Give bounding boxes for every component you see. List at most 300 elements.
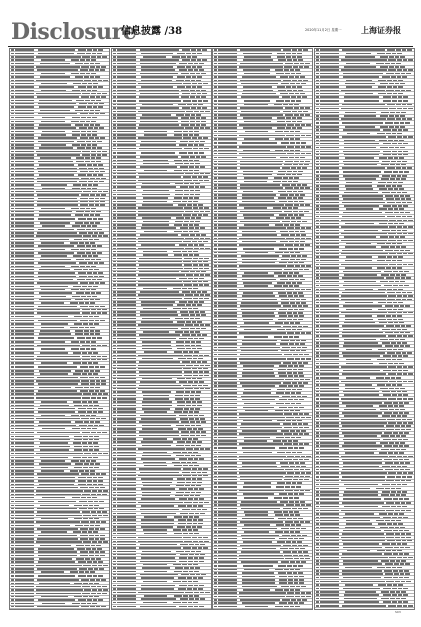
table-cell: [214, 241, 217, 243]
table-cell: [117, 180, 136, 182]
table-cell: [396, 104, 401, 106]
table-cell: [185, 485, 190, 487]
table-cell: [113, 462, 116, 464]
table-cell: [87, 90, 91, 92]
table-cell: [113, 502, 116, 504]
table-cell: [239, 443, 283, 445]
table-cell: [91, 460, 96, 462]
table-cell: [277, 56, 285, 58]
table-cell: [292, 117, 296, 119]
table-cell: [15, 428, 34, 430]
table-cell: [183, 241, 191, 243]
table-cell: [282, 207, 287, 209]
table-cell: [83, 518, 88, 520]
table-cell: [117, 551, 136, 553]
table-cell: [383, 96, 391, 98]
table-cell: [180, 598, 188, 600]
table-cell: [399, 412, 403, 414]
table-cell: [99, 127, 104, 129]
table-cell: [377, 243, 385, 245]
table-cell: [11, 292, 14, 294]
table-cell: [117, 281, 136, 283]
table-cell: [83, 515, 91, 517]
table-cell: [88, 127, 93, 129]
table-cell: [295, 150, 300, 152]
table-cell: [91, 249, 96, 251]
table-cell: [400, 469, 404, 471]
table-cell: [273, 440, 281, 442]
table-cell: [397, 260, 402, 262]
table-cell: [398, 289, 403, 291]
table-cell: [73, 83, 81, 85]
table-cell: [193, 180, 198, 182]
table-cell: [243, 174, 272, 176]
table-cell: [193, 371, 198, 373]
table-cell: [42, 497, 65, 499]
table-cell: [93, 49, 97, 51]
table-cell: [15, 352, 34, 354]
table-cell: [113, 66, 116, 68]
table-cell: [406, 325, 411, 327]
table-cell: [92, 609, 97, 610]
table-cell: [214, 440, 217, 442]
table-cell: [183, 368, 191, 370]
table-cell: [218, 93, 237, 95]
table-cell: [214, 204, 217, 206]
table-cell: [86, 121, 90, 123]
table-cell: [244, 569, 269, 571]
table-cell: [41, 362, 67, 364]
table-cell: [198, 204, 203, 206]
table-cell: [341, 429, 385, 431]
table-cell: [175, 408, 183, 410]
table-cell: [186, 348, 191, 350]
table-cell: [192, 478, 196, 480]
table-cell: [214, 472, 217, 474]
table-cell: [117, 156, 136, 158]
table-cell: [242, 572, 274, 574]
table-cell: [87, 174, 92, 176]
table-cell: [179, 585, 187, 587]
table-cell: [288, 579, 293, 581]
table-cell: [274, 497, 282, 499]
table-cell: [392, 384, 396, 386]
table-cell: [141, 526, 173, 528]
table-cell: [320, 442, 339, 444]
table-cell: [176, 492, 184, 494]
table-cell: [97, 586, 101, 588]
table-cell: [91, 73, 96, 75]
table-cell: [294, 576, 298, 578]
table-cell: [184, 268, 192, 270]
table-cell: [71, 121, 79, 123]
table-cell: [397, 466, 401, 468]
table-cell: [87, 106, 92, 108]
table-cell: [39, 279, 73, 281]
table-cell: [392, 96, 397, 98]
table-cell: [385, 377, 390, 379]
table-cell: [320, 243, 339, 245]
table-cell: [81, 188, 86, 190]
table-cell: [82, 356, 90, 358]
table-cell: [11, 593, 14, 595]
table-cell: [283, 362, 291, 364]
table-cell: [239, 433, 283, 435]
table-cell: [395, 442, 399, 444]
table-cell: [214, 259, 217, 261]
table-cell: [342, 167, 385, 169]
table-cell: [15, 575, 34, 577]
table-cell: [138, 324, 184, 326]
table-cell: [316, 415, 319, 417]
table-cell: [11, 463, 14, 465]
table-cell: [87, 188, 91, 190]
table-cell: [345, 157, 374, 159]
table-cell: [194, 294, 199, 296]
table-cell: [11, 484, 14, 486]
table-cell: [395, 277, 400, 279]
table-cell: [117, 355, 136, 357]
table-cell: [38, 171, 77, 173]
table-cell: [188, 278, 193, 280]
table-cell: [74, 446, 82, 448]
table-cell: [395, 126, 399, 128]
table-cell: [240, 476, 283, 478]
table-cell: [214, 100, 217, 102]
table-cell: [82, 345, 90, 347]
table-cell: [214, 456, 217, 458]
table-cell: [94, 439, 99, 441]
table-cell: [283, 545, 291, 547]
table-cell: [287, 197, 292, 199]
table-cell: [239, 66, 283, 68]
table-cell: [392, 359, 396, 361]
table-cell: [11, 405, 14, 407]
table-cell: [214, 214, 217, 216]
table-cell: [117, 361, 136, 363]
table-cell: [197, 478, 202, 480]
table-cell: [214, 255, 217, 257]
table-cell: [316, 295, 319, 297]
table-cell: [284, 354, 292, 356]
table-cell: [274, 285, 282, 287]
table-cell: [240, 161, 283, 163]
table-cell: [193, 438, 198, 440]
table-cell: [141, 186, 176, 188]
table-cell: [196, 90, 200, 92]
table-cell: [196, 114, 201, 116]
table-cell: [274, 511, 282, 513]
table-cell: [284, 66, 292, 68]
table-cell: [401, 435, 406, 437]
table-cell: [278, 90, 286, 92]
table-cell: [320, 195, 339, 197]
table-cell: [218, 413, 237, 415]
table-cell: [15, 255, 34, 257]
table-cell: [218, 53, 237, 55]
table-cell: [15, 194, 34, 196]
table-cell: [72, 188, 80, 190]
table-cell: [388, 69, 396, 71]
table-cell: [11, 330, 14, 332]
table-cell: [292, 362, 297, 364]
table-cell: [80, 289, 85, 291]
table-cell: [199, 298, 203, 300]
table-cell: [179, 63, 187, 65]
table-cell: [117, 271, 136, 273]
table-cell: [11, 171, 14, 173]
table-cell: [11, 255, 14, 257]
table-cell: [84, 214, 89, 216]
table-cell: [285, 403, 290, 405]
table-cell: [113, 375, 116, 377]
table-cell: [287, 90, 292, 92]
table-cell: [289, 511, 293, 513]
table-cell: [320, 302, 339, 304]
table-cell: [113, 567, 116, 569]
table-cell: [214, 59, 217, 61]
table-cell: [189, 227, 194, 229]
table-cell: [36, 235, 82, 237]
table-cell: [320, 363, 339, 365]
table-cell: [218, 227, 237, 229]
table-cell: [401, 277, 405, 279]
table-cell: [139, 547, 181, 549]
table-cell: [15, 113, 34, 115]
table-cell: [11, 531, 14, 533]
table-cell: [96, 473, 100, 475]
table-cell: [298, 59, 303, 61]
table-cell: [320, 456, 339, 458]
table-cell: [41, 184, 67, 186]
table-cell: [218, 164, 237, 166]
table-cell: [287, 59, 292, 61]
table-cell: [96, 292, 101, 294]
table-cell: [300, 462, 305, 464]
table-cell: [194, 278, 198, 280]
table-cell: [218, 252, 237, 254]
table-cell: [287, 265, 295, 267]
table-cell: [316, 202, 319, 204]
table-cell: [397, 295, 402, 297]
table-cell: [306, 153, 311, 155]
table-cell: [11, 415, 14, 417]
table-cell: [85, 157, 90, 159]
table-cell: [185, 114, 190, 116]
table-cell: [97, 53, 102, 55]
table-cell: [203, 475, 208, 477]
table-cell: [38, 272, 75, 274]
table-cell: [341, 456, 388, 458]
table-cell: [92, 53, 96, 55]
table-cell: [290, 410, 294, 412]
table-cell: [141, 66, 173, 68]
table-cell: [244, 207, 267, 209]
table-cell: [244, 403, 270, 405]
table-cell: [93, 480, 97, 482]
table-cell: [78, 218, 86, 220]
table-cell: [15, 127, 34, 129]
table-cell: [138, 355, 183, 357]
table-cell: [341, 299, 386, 301]
table-cell: [402, 391, 407, 393]
table-cell: [196, 485, 201, 487]
table-cell: [286, 482, 291, 484]
table-cell: [38, 306, 77, 308]
table-cell: [294, 399, 298, 401]
table-cell: [183, 516, 188, 518]
table-cell: [37, 168, 77, 170]
table-cell: [205, 248, 210, 250]
table-cell: [15, 579, 34, 581]
table-cell: [102, 356, 107, 358]
table-cell: [197, 66, 202, 68]
table-cell: [11, 525, 14, 527]
table-cell: [41, 302, 64, 304]
table-cell: [15, 460, 34, 462]
table-cell: [389, 264, 397, 266]
table-cell: [117, 598, 136, 600]
table-cell: [11, 528, 14, 530]
table-cell: [37, 377, 78, 379]
table-cell: [183, 160, 188, 162]
table-cell: [117, 114, 136, 116]
table-cell: [196, 551, 201, 553]
table-cell: [200, 388, 204, 390]
table-cell: [344, 147, 376, 149]
table-cell: [241, 501, 277, 503]
table-cell: [240, 269, 282, 271]
table-cell: [176, 114, 184, 116]
table-cell: [284, 479, 292, 481]
table-cell: [117, 173, 136, 175]
table-cell: [15, 73, 34, 75]
table-cell: [204, 264, 209, 266]
table-cell: [281, 142, 289, 144]
table-cell: [378, 289, 386, 291]
table-cell: [316, 339, 319, 341]
table-cell: [316, 216, 319, 218]
table-cell: [86, 279, 91, 281]
table-cell: [113, 163, 116, 165]
table-cell: [204, 207, 209, 209]
table-cell: [316, 182, 319, 184]
table-cell: [98, 408, 103, 410]
table-cell: [117, 291, 136, 293]
table-cell: [190, 318, 194, 320]
table-cell: [184, 318, 189, 320]
table-cell: [96, 558, 101, 560]
table-cell: [91, 356, 96, 358]
table-cell: [239, 472, 286, 474]
table-cell: [305, 204, 310, 206]
table-cell: [214, 161, 217, 163]
table-cell: [183, 475, 191, 477]
table-cell: [86, 289, 90, 291]
table-cell: [15, 345, 34, 347]
table-cell: [300, 469, 304, 471]
table-cell: [139, 264, 182, 266]
table-cell: [316, 285, 319, 287]
table-cell: [301, 456, 305, 458]
table-cell: [381, 449, 389, 451]
table-cell: [89, 439, 93, 441]
table-cell: [117, 537, 136, 539]
table-cell: [138, 294, 184, 296]
table-cell: [101, 521, 106, 523]
table-cell: [344, 192, 378, 194]
table-cell: [11, 309, 14, 311]
table-cell: [184, 541, 192, 543]
table-cell: [346, 377, 370, 379]
table-cell: [98, 589, 102, 591]
table-cell: [214, 528, 217, 530]
table-cell: [285, 73, 290, 75]
table-cell: [218, 403, 237, 405]
table-cell: [99, 425, 104, 427]
table-cell: [117, 554, 136, 556]
table-cell: [214, 524, 217, 526]
table-cell: [175, 190, 183, 192]
table-cell: [189, 411, 193, 413]
table-cell: [214, 399, 217, 401]
table-cell: [320, 271, 339, 273]
table-cell: [117, 304, 136, 306]
table-cell: [36, 397, 81, 399]
table-cell: [214, 347, 217, 349]
table-cell: [15, 188, 34, 190]
table-cell: [316, 223, 319, 225]
table-cell: [408, 264, 413, 266]
table-cell: [100, 171, 105, 173]
table-cell: [15, 184, 34, 186]
table-cell: [113, 544, 116, 546]
table-cell: [113, 238, 116, 240]
table-cell: [196, 341, 201, 343]
table-cell: [78, 484, 86, 486]
table-cell: [15, 299, 34, 301]
table-cell: [320, 459, 339, 461]
table-cell: [389, 388, 394, 390]
table-cell: [320, 63, 339, 65]
table-cell: [294, 177, 299, 179]
table-cell: [401, 164, 406, 166]
table-cell: [87, 272, 92, 274]
table-cell: [198, 588, 203, 590]
table-cell: [36, 93, 81, 95]
table-cell: [218, 350, 237, 352]
table-cell: [297, 541, 302, 543]
table-cell: [194, 488, 198, 490]
table-cell: [244, 138, 269, 140]
table-cell: [141, 588, 174, 590]
table-cell: [182, 93, 190, 95]
table-cell: [185, 551, 190, 553]
table-cell: [241, 96, 279, 98]
table-cell: [388, 422, 396, 424]
table-cell: [90, 242, 95, 244]
table-cell: [320, 115, 339, 117]
table-cell: [11, 218, 14, 220]
table-cell: [242, 312, 274, 314]
table-cell: [299, 609, 304, 610]
table-cell: [185, 211, 193, 213]
table-cell: [193, 201, 198, 203]
table-cell: [403, 370, 408, 372]
table-cell: [37, 201, 78, 203]
table-cell: [399, 188, 404, 190]
table-cell: [388, 157, 393, 159]
